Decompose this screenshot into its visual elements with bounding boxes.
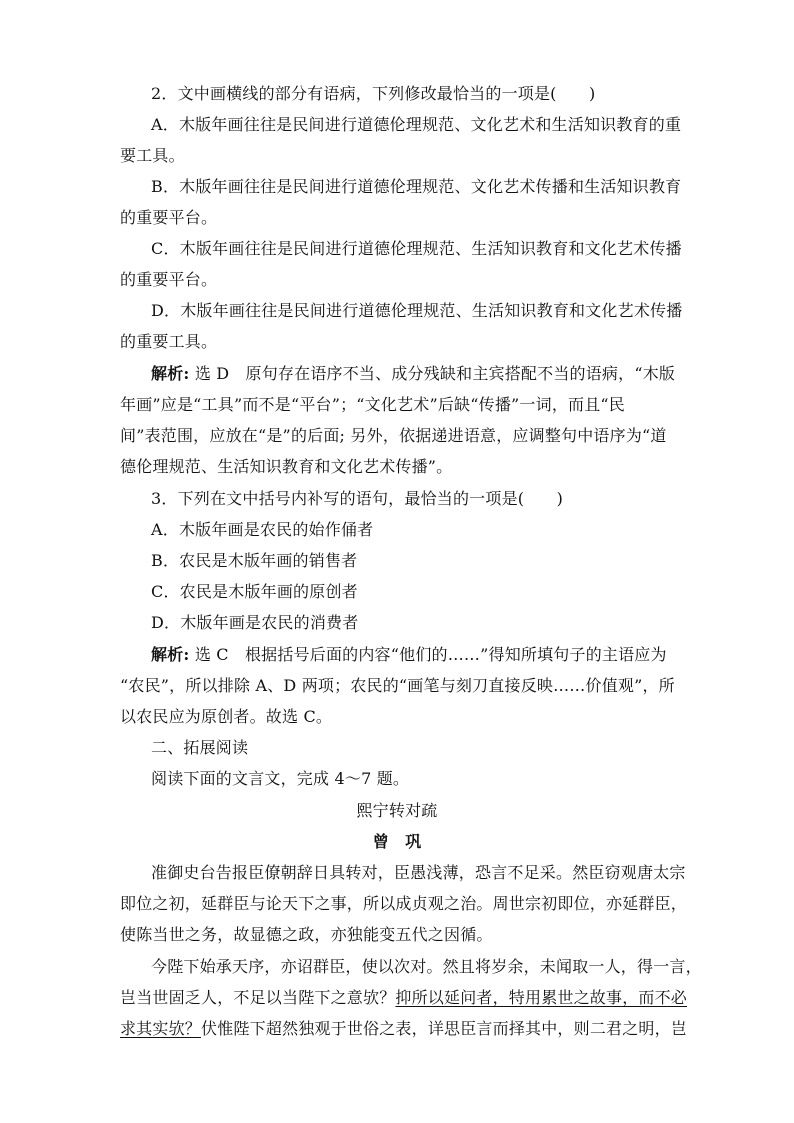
q2-option-b-line2: 的重要平台。 [120, 208, 218, 227]
passage-author: 曾 巩 [372, 832, 422, 851]
q3-stem: 3．下列在文中括号内补写的语句，最恰当的一项是( ) [151, 489, 564, 508]
q2-option-a-line2: 要工具。 [120, 146, 185, 165]
passage-p1-line1: 准御史台告报臣僚朝辞日具转对，臣愚浅薄，恐言不足采。然臣窃观唐太宗 [151, 863, 686, 882]
q2-analysis-line3: 间”表范围，应放在“是”的后面; 另外，依据递进语意，应调整句中语序为“道 [120, 426, 667, 445]
q2-analysis-line2: 年画”应是“工具”而不是“平台”；“文化艺术”后缺“传播”一词，而且“民 [120, 395, 625, 414]
passage-p1-line2: 即位之初，延群臣与论天下之事，所以成贞观之治。周世宗初即位，亦延群臣， [120, 894, 688, 913]
q2-option-a-line1: A．木版年画往往是民间进行道德伦理规范、文化艺术和生活知识教育的重 [151, 115, 682, 134]
passage-p1-line3: 使陈当世之务，故显德之政，亦独能变五代之因循。 [120, 925, 493, 944]
underlined-sentence: 求其实欤？ [120, 1019, 202, 1038]
underlined-sentence: 抑所以延问者，特用累世之故事，而不必 [395, 988, 688, 1007]
passage-p2-line1: 今陛下始承天序，亦诏群臣，使以次对。然且将岁余，未闻取一人，得一言， [151, 957, 702, 976]
q3-analysis-line3: 以农民应为原创者。故选 C。 [120, 707, 333, 726]
passage-title: 熙宁转对疏 [356, 801, 438, 820]
q3-analysis-text: 选 C 根据括号后面的内容“他们的……”得知所填句子的主语应为 [194, 645, 667, 664]
q2-analysis-line1 [151, 364, 680, 384]
q2-analysis-text: 选 D 原句存在语序不当、成分残缺和主宾搭配不当的语病，“木版 [194, 364, 676, 383]
q2-stem: 2．文中画横线的部分有语病，下列修改最恰当的一项是( ) [151, 84, 596, 103]
q2-option-c-line1: C．木版年画往往是民间进行道德伦理规范、生活知识教育和文化艺术传播 [151, 239, 682, 258]
q2-option-b-line1: B．木版年画往往是民间进行道德伦理规范、文化艺术传播和生活知识教育 [151, 177, 682, 196]
q3-option-a: A．木版年画是农民的始作俑者 [151, 520, 374, 539]
q3-option-b: B．农民是木版年画的销售者 [151, 551, 358, 570]
passage-p2-text: 岂当世固乏人，不足以当陛下之意欤？ [120, 988, 396, 1007]
q3-option-c: C．农民是木版年画的原创者 [151, 582, 358, 601]
section-heading: 二、拓展阅读 [151, 738, 249, 757]
q2-analysis-line4: 德伦理规范、生活知识教育和文化艺术传播”。 [120, 457, 453, 476]
q3-analysis-line1 [151, 645, 680, 665]
q2-option-d-line2: 的重要工具。 [120, 332, 218, 351]
passage-p2-line3 [120, 1019, 688, 1039]
analysis-label: 解析: [151, 364, 190, 383]
passage-p2-text: 伏惟陛下超然独观于世俗之表，详思臣言而择其中，则二君之明，岂 [201, 1019, 688, 1038]
q2-option-d-line1: D．木版年画往往是民间进行道德伦理规范、生活知识教育和文化艺术传播 [151, 301, 683, 320]
section-instruction: 阅读下面的文言文，完成 4～7 题。 [151, 769, 410, 788]
q2-option-c-line2: 的重要平台。 [120, 270, 218, 289]
analysis-label: 解析: [151, 645, 190, 664]
passage-p2-line2 [120, 988, 688, 1008]
q3-option-d: D．木版年画是农民的消费者 [151, 613, 359, 632]
q3-analysis-line2: “农民”，所以排除 A、D 两项；农民的“画笔与刻刀直接反映……价值观”，所 [120, 676, 675, 695]
